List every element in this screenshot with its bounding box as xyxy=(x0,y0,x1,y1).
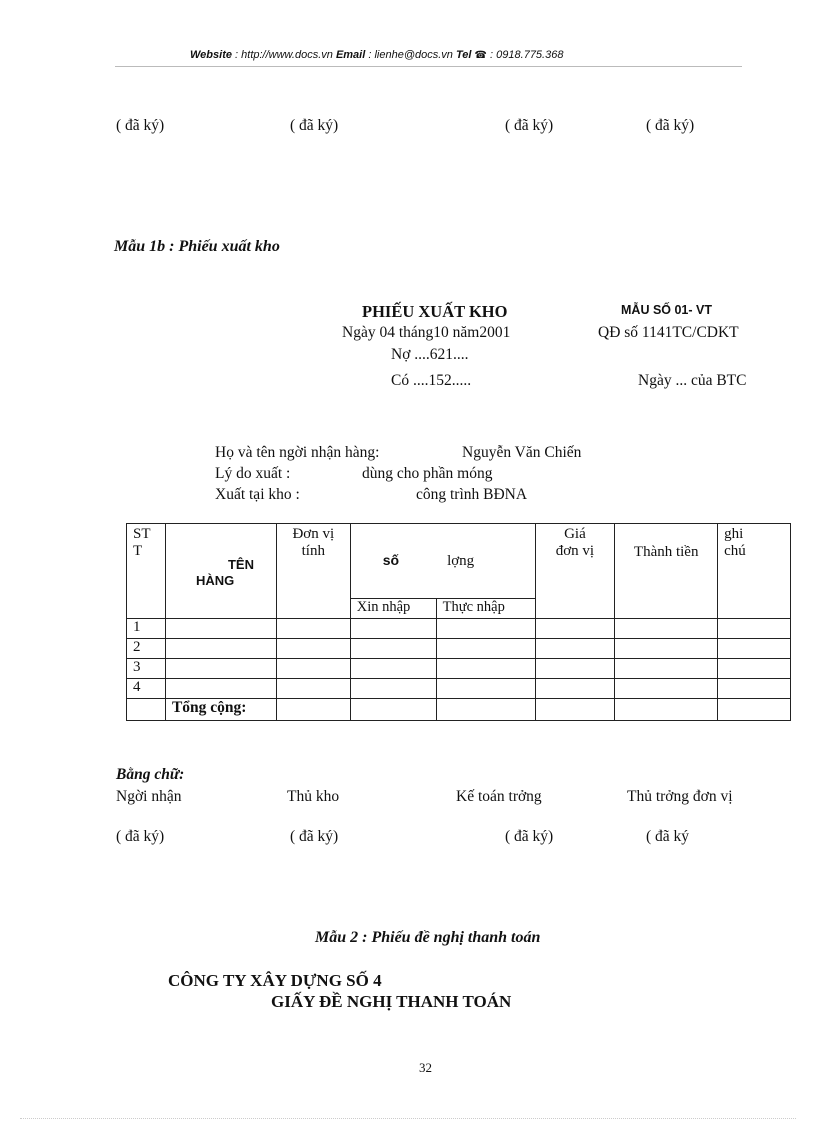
footer-divider xyxy=(20,1118,796,1119)
table-row: 4 xyxy=(127,679,791,699)
signature-2: ( đã ký) xyxy=(290,117,339,134)
email-value[interactable]: lienhe@docs.vn xyxy=(374,49,453,61)
signature-3: ( đã ký) xyxy=(505,117,554,134)
table-total-row xyxy=(127,699,791,721)
signer-storekeeper: Thủ kho xyxy=(287,788,340,805)
form-issued-by: Ngày ... của BTC xyxy=(638,372,747,389)
total-label: Tổng cộng: xyxy=(165,699,276,721)
website-url[interactable]: http://www.docs.vn xyxy=(241,49,333,61)
table-row: 3 xyxy=(127,659,791,679)
warehouse-value: công trình BĐNA xyxy=(416,486,528,503)
signer-unit-head: Thủ trởng đơn vị xyxy=(627,788,733,805)
in-words-label: Bằng chữ: xyxy=(116,766,185,783)
receiver-name-value: Nguyễn Văn Chiến xyxy=(462,444,582,461)
col-unit: Đơn vị tính xyxy=(276,524,350,619)
table-row: 1 xyxy=(127,619,791,639)
signature-1: ( đã ký) xyxy=(116,117,165,134)
signature-4: ( đã ký) xyxy=(646,117,695,134)
page-number: 32 xyxy=(419,1060,432,1075)
col-note: ghi chú xyxy=(718,524,791,619)
table-header-row xyxy=(127,524,791,599)
form-decision: QĐ số 1141TC/CDKT xyxy=(598,324,739,341)
bottom-signature-4: ( đã ký xyxy=(646,828,690,845)
bottom-signature-1: ( đã ký) xyxy=(116,828,165,845)
col-quantity: số lợng xyxy=(350,524,535,599)
warehouse-label: Xuất tại kho : xyxy=(215,486,300,503)
tel-label: Tel xyxy=(455,49,472,61)
col-stt: ST T xyxy=(127,524,166,619)
reason-label: Lý do xuất : xyxy=(215,465,291,482)
form-credit: Có ....152..... xyxy=(391,372,472,389)
header-divider xyxy=(115,66,742,67)
bottom-signature-3: ( đã ký) xyxy=(505,828,554,845)
col-item-name: TÊN HÀNG xyxy=(165,524,276,619)
form-title: PHIẾU XUẤT KHO xyxy=(362,302,508,321)
col-qty-actual: Thực nhập xyxy=(436,599,535,619)
tel-value: 0918.775.368 xyxy=(496,49,564,61)
form-date: Ngày 04 tháng10 năm2001 xyxy=(342,324,511,341)
company-name: CÔNG TY XÂY DỰNG SỐ 4 xyxy=(168,971,382,990)
form-code: MẪU SỐ 01- VT xyxy=(621,303,712,317)
payment-request-title: GIẤY ĐỀ NGHỊ THANH TOÁN xyxy=(271,992,512,1011)
phone-icon: ☎ xyxy=(474,50,487,61)
page-header: Website : http://www.docs.vn Email : lienhe@docs.vn Tel ☎ : 0918.775.368 xyxy=(190,49,564,61)
email-label: Email xyxy=(335,49,366,61)
bottom-signature-2: ( đã ký) xyxy=(290,828,339,845)
section-title-2: Mẫu 2 : Phiếu đề nghị thanh toán xyxy=(315,929,541,946)
col-amount: Thành tiền xyxy=(615,524,718,619)
table-row: 2 xyxy=(127,639,791,659)
signer-receiver: Ngời nhận xyxy=(116,788,182,805)
col-qty-requested: Xin nhập xyxy=(350,599,436,619)
receiver-name-label: Họ và tên ngời nhận hàng: xyxy=(215,444,380,461)
section-title-1b: Mẫu 1b : Phiếu xuất kho xyxy=(114,238,280,255)
goods-issue-table xyxy=(126,523,791,721)
col-unit-price: Giá đơn vị xyxy=(535,524,615,619)
form-debit: Nợ ....621.... xyxy=(391,346,469,363)
signer-chief-accountant: Kế toán trởng xyxy=(456,788,542,805)
website-label: Website xyxy=(190,49,232,61)
reason-value: dùng cho phần móng xyxy=(362,465,493,482)
